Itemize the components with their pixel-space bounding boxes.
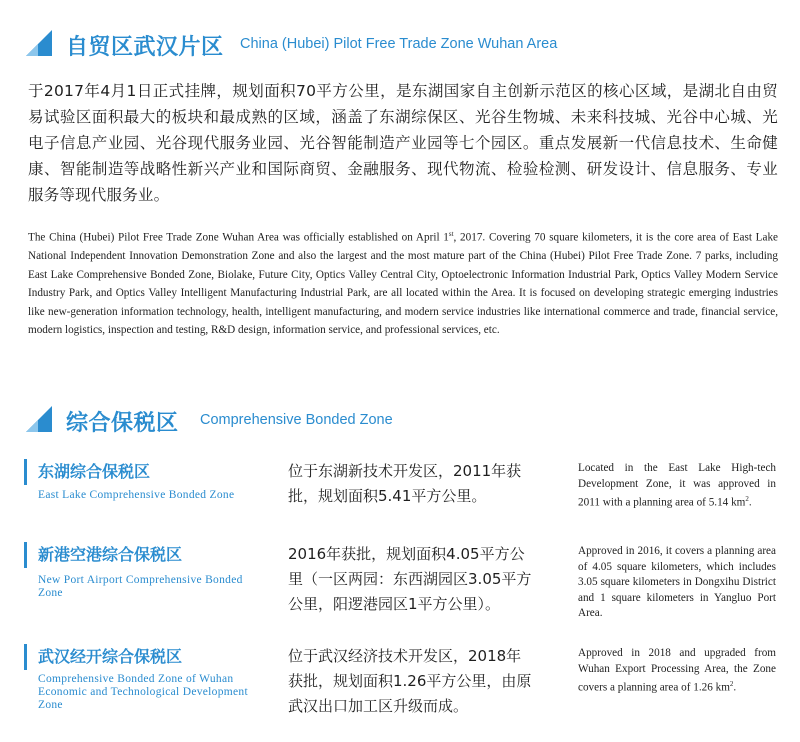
section-title-en: Comprehensive Bonded Zone [200, 412, 393, 428]
zone-desc-en-text: Approved in 2018 and upgraded from Wuhan Export Processing Area, the Zone covers a planning area of 1.26 km [578, 647, 776, 694]
intro-en-sup: st [448, 230, 454, 238]
zone-name-en: East Lake Comprehensive Bonded Zone [38, 489, 235, 501]
zone-name-zh: 武汉经开综合保税区 [38, 647, 183, 666]
zone-name-en: Comprehensive Bonded Zone of Wuhan Economic and Technological Development Zone [38, 673, 248, 711]
zone-desc-en [578, 461, 776, 511]
zone-accent-bar [24, 542, 27, 568]
zone-desc-en-sup: 2 [729, 680, 734, 688]
zone-desc-en-tail: . [748, 496, 752, 509]
intro-paragraph-en [28, 225, 778, 340]
zone-name-en: New Port Airport Comprehensive Bonded Zone [38, 574, 243, 599]
zone-name-zh: 东湖综合保税区 [38, 462, 151, 481]
zone-desc-zh: 位于东湖新技术开发区，2011年获批，规划面积5.41平方公里。 [288, 462, 522, 505]
intro-en-part2: , 2017. Covering 70 square kilometers, it is the core area of East Lake National Independent Innovation Demonstration Zone and also the largest and the most mature part of the China (Hubei) Pilot Free Trade Zone. 7 parks, including East Lake Comprehensive Bonded Zone, Biolake, Future City, Optics Valley Central City, Optoelectronic Information Industrial Park, Optics Valley Modern Service Industry Park, and Optics Valley Intelligent Manufacturing Industrial Park, are all located within the Area. It is focused on developing strategic emerging industries like new-generation information technology, health, intelligent manufacturing, and modern service industries like international commerce and trade, financial service, modern logistics, inspection and testing, R&D design, information service, and professional services, etc. [28, 231, 779, 337]
zone-accent-bar [24, 644, 27, 670]
blue-triangle-icon [24, 28, 54, 58]
intro-paragraph-zh: 于2017年4月1日正式挂牌，规划面积70平方公里，是东湖国家自主创新示范区的核心区域，是湖北自由贸易试验区面积最大的板块和最成熟的区域，涵盖了东湖综保区、光谷生物城、未来科技城、光谷中心城、光电子信息产业园、光谷现代服务业园、光谷智能制造产业园等七个园区。重点发展新一代信息技术、生命健康、智能制造等战略性新兴产业和国际商贸、金融服务、现代物流、检验检测、研发设计、信息服务、专业服务等现代服务业。 [28, 82, 778, 204]
intro-en-part1: The China (Hubei) Pilot Free Trade Zone Wuhan Area was officially established on April 1 [28, 231, 449, 244]
zone-desc-en [578, 646, 776, 696]
section-title-zh: 自贸区武汉片区 [66, 35, 224, 60]
zone-desc-zh: 位于武汉经济技术开发区，2018年获批，规划面积1.26平方公里，由原武汉出口加工区升级而成。 [288, 647, 532, 715]
zone-desc-zh: 2016年获批，规划面积4.05平方公里（一区两园：东西湖园区3.05平方公里，阳逻港园区1平方公里）。 [288, 545, 532, 613]
zone-desc-en-sup: 2 [745, 495, 749, 503]
zone-desc-en-tail: . [733, 681, 737, 694]
zone-accent-bar [24, 459, 27, 485]
zone-desc-en-text: Approved in 2016, it covers a planning area of 4.05 square kilometers, which includes 3.05 square kilometers in Dongxihu District and 1 square kilometers in Yangluo Port Area. [578, 545, 776, 619]
section-title-en: China (Hubei) Pilot Free Trade Zone Wuhan Area [240, 36, 558, 52]
zone-desc-en-text: Located in the East Lake High-tech Development Zone, it was approved in 2011 with a planning area of 5.14 km [578, 462, 776, 509]
section-title-zh: 综合保税区 [66, 411, 179, 436]
zone-desc-en [578, 544, 776, 622]
blue-triangle-icon [24, 404, 54, 434]
zone-name-zh: 新港空港综合保税区 [38, 545, 183, 564]
